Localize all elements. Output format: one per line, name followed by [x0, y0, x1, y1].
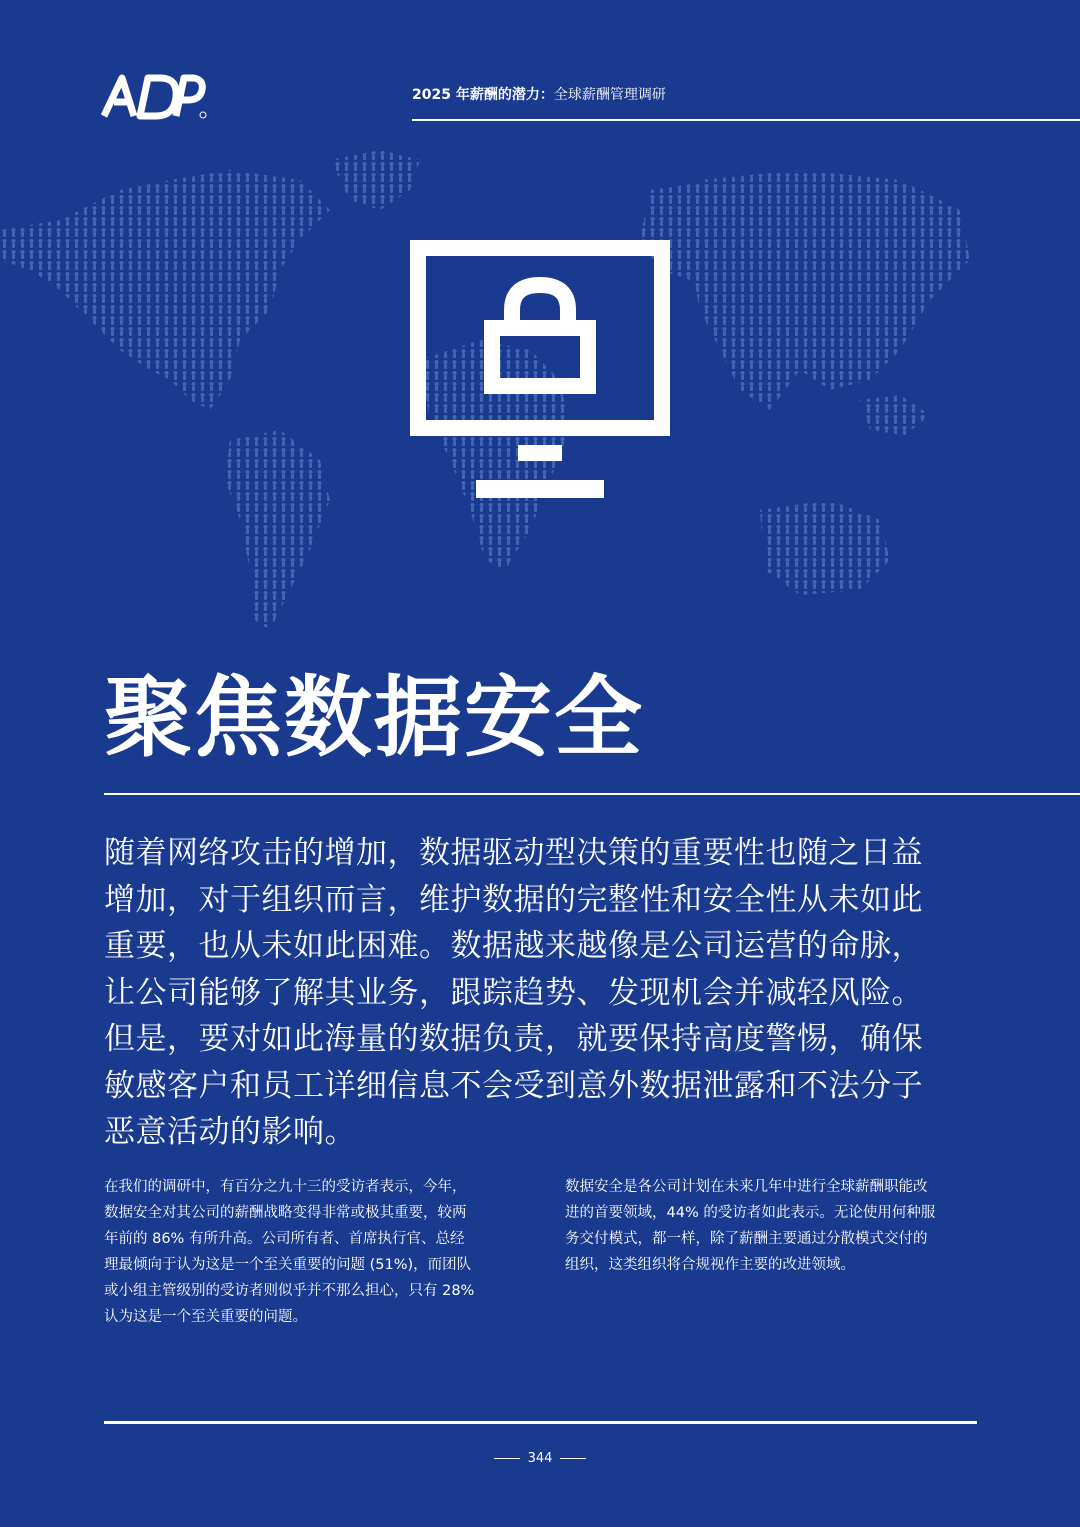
body-line: 认为这是一个至关重要的问题。 [104, 1309, 307, 1325]
lead-paragraph [104, 830, 984, 1156]
body-line: 务交付模式，都一样，除了薪酬主要通过分散模式交付的 [565, 1231, 928, 1247]
lead-line: 重要，也从未如此困难。数据越来越像是公司运营的命脉， [104, 928, 923, 964]
adp-logo [100, 70, 208, 122]
page-number-dash-right [560, 1458, 586, 1459]
header-divider [412, 119, 1080, 121]
body-line: 理最倾向于认为这是一个至关重要的问题 (51%)，而团队 [104, 1257, 472, 1273]
body-line: 数据安全对其公司的薪酬战略变得非常或极其重要，较两 [104, 1205, 467, 1221]
body-line: 进的首要领域，44% 的受访者如此表示。无论使用何种服 [565, 1205, 936, 1221]
report-title-bold: 2025 年薪酬的潜力 [412, 87, 540, 103]
body-line: 或小组主管级别的受访者则似乎并不那么担心，只有 28% [104, 1283, 475, 1299]
footer-divider [104, 1421, 977, 1424]
body-line: 年前的 86% 有所升高。公司所有者、首席执行官、总经 [104, 1231, 465, 1247]
lead-line: 恶意活动的影响。 [104, 1114, 356, 1150]
body-line: 在我们的调研中，有百分之九十三的受访者表示，今年， [104, 1179, 467, 1195]
computer-lock-icon [410, 240, 670, 505]
lead-line: 随着网络攻击的增加，数据驱动型决策的重要性也随之日益 [104, 835, 923, 871]
body-column-left [104, 1174, 524, 1330]
report-title [412, 86, 666, 104]
body-column-right [565, 1174, 985, 1278]
report-title-separator: ： [539, 87, 554, 103]
report-title-rest: 全球薪酬管理调研 [553, 87, 666, 103]
body-line: 组织，这类组织将合规视作主要的改进领域。 [565, 1257, 855, 1273]
page-number-dash-left [494, 1458, 520, 1459]
page-number-value: 344 [527, 1451, 553, 1466]
page-number [440, 1450, 640, 1468]
body-line: 数据安全是各公司计划在未来几年中进行全球薪酬职能改 [565, 1179, 928, 1195]
lead-line: 但是，要对如此海量的数据负责，就要保持高度警惕，确保 [104, 1021, 923, 1057]
lead-line: 让公司能够了解其业务，跟踪趋势、发现机会并减轻风险。 [104, 974, 923, 1011]
headline-divider [104, 793, 1080, 795]
lead-line: 敏感客户和员工详细信息不会受到意外数据泄露和不法分子 [104, 1067, 923, 1104]
lead-line: 增加，对于组织而言，维护数据的完整性和安全性从未如此 [104, 881, 923, 918]
page-headline: 聚焦数据安全 [104, 666, 645, 769]
